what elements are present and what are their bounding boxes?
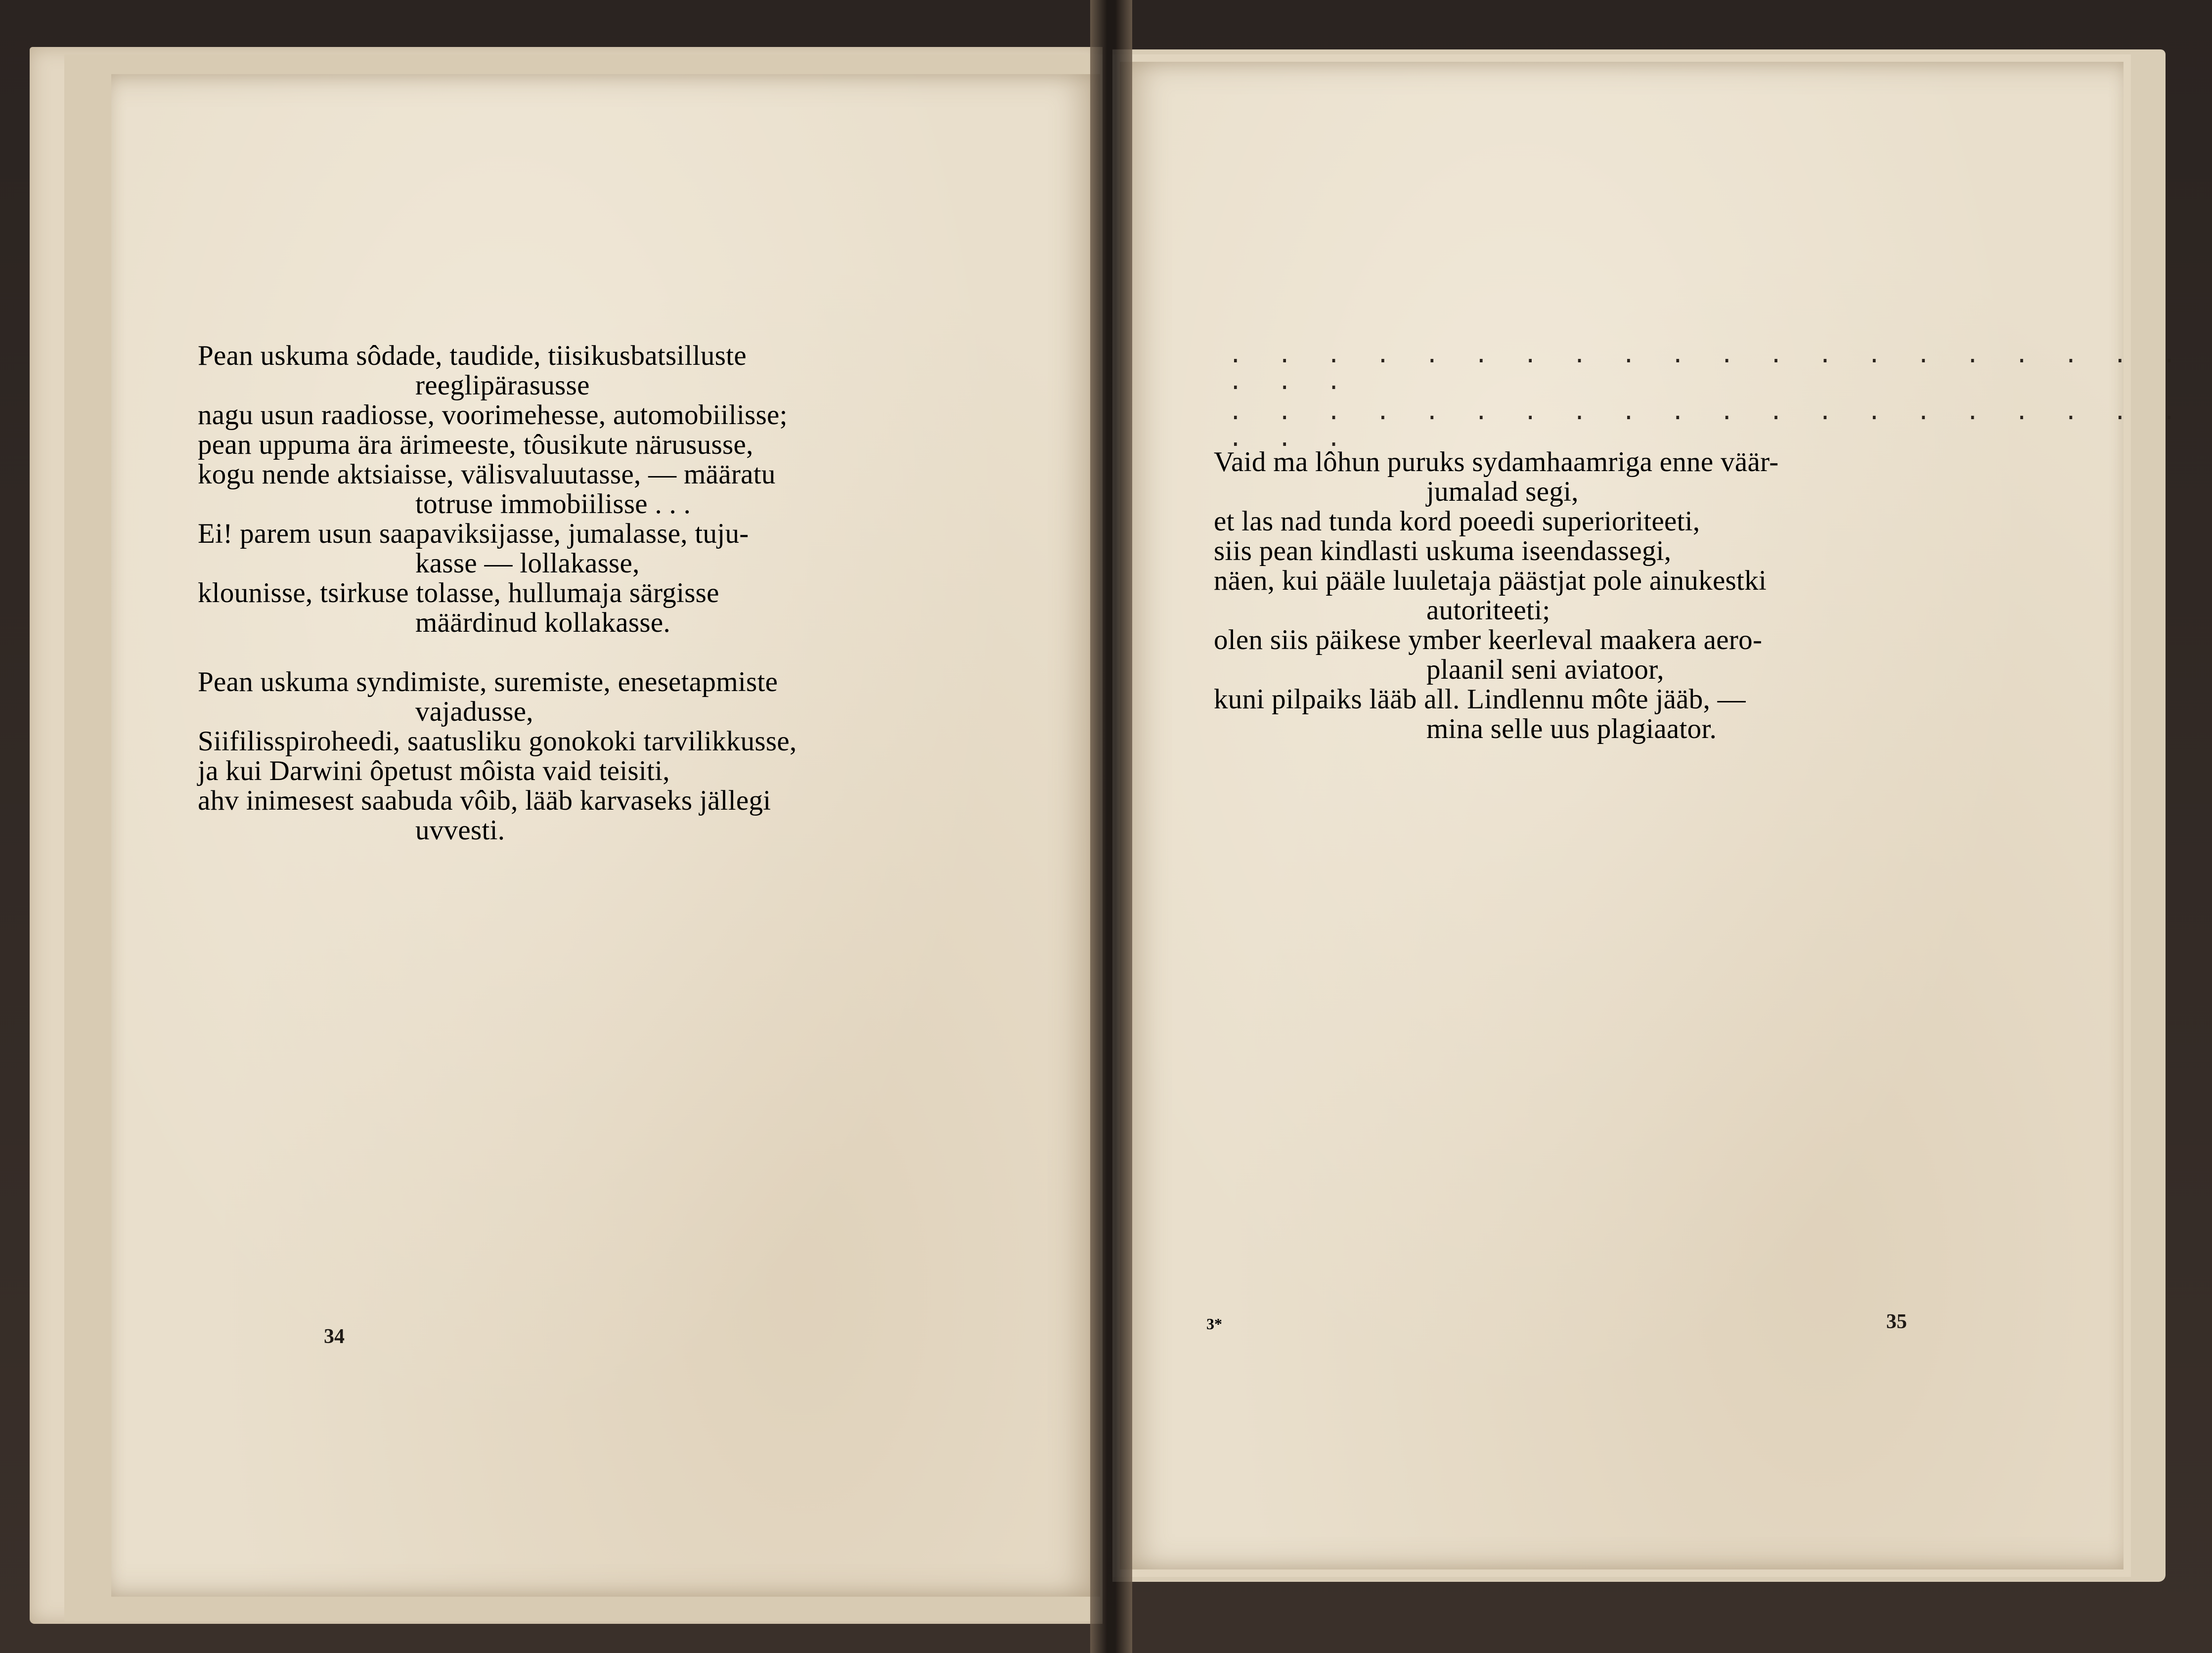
poem-line: Ei! parem usun saapaviksijasse, jumalasse, tuju- (198, 518, 749, 549)
book-gutter (1090, 0, 1132, 1653)
right-poem (1214, 447, 1779, 744)
page-number-left: 34 (324, 1325, 345, 1348)
poem-line: määrdinud kollakasse. (415, 607, 670, 638)
page-number-right: 35 (1886, 1310, 1907, 1333)
poem-line: vajadusse, (415, 696, 533, 727)
poem-line: Pean uskuma sôdade, taudide, tiisikusbatsilluste (198, 340, 747, 371)
poem-line: reeglipärasusse (415, 370, 590, 401)
right-page (1120, 62, 2124, 1569)
poem-line: Siifilisspiroheedi, saatusliku gonokoki tarvilikkusse, (198, 726, 797, 757)
ellipsis-row: . . . . . . . . . . . . . . . . . . . . . . . (1229, 398, 2187, 451)
poem-line: et las nad tunda kord poeedi superioriteeti, (1214, 506, 1700, 537)
poem-line: totruse immobiilisse . . . (415, 488, 691, 520)
poem-line: nagu usun raadiosse, voorimehesse, automobiilisse; (198, 399, 788, 431)
poem-line: pean uppuma ära ärimeeste, tôusikute närususse, (198, 429, 753, 460)
poem-line: kasse — lollakasse, (415, 548, 640, 579)
poem-line: siis pean kindlasti uskuma iseendassegi, (1214, 535, 1672, 566)
poem-line: plaanil seni aviatoor, (1426, 654, 1664, 685)
poem-line: jumalad segi, (1426, 476, 1579, 507)
poem-line: Pean uskuma syndimiste, suremiste, enesetapmiste (198, 666, 778, 697)
poem-line: kogu nende aktsiaisse, välisvaluutasse, — määratu (198, 459, 776, 490)
poem-line: uvvesti. (415, 815, 505, 846)
poem-line: ja kui Darwini ôpetust môista vaid teisiti, (198, 755, 670, 786)
poem-line: mina selle uus plagiaator. (1426, 713, 1717, 744)
stanza-break (198, 638, 797, 667)
poem-line: olen siis päikese ymber keerleval maakera aero- (1214, 624, 1763, 655)
poem-line: kuni pilpaiks lääb all. Lindlennu môte jääb, — (1214, 684, 1746, 715)
ellipsis-row: . . . . . . . . . . . . . . . . . . . . . . . (1229, 341, 2187, 394)
poem-line: näen, kui pääle luuletaja päästjat pole ainukestki (1214, 565, 1767, 596)
poem-line: ahv inimesest saabuda vôib, lääb karvaseks jällegi (198, 785, 771, 816)
poem-line: autoriteeti; (1426, 595, 1550, 626)
signature-mark: 3* (1206, 1315, 1222, 1333)
left-poem (198, 341, 797, 845)
poem-line: klounisse, tsirkuse tolasse, hullumaja särgisse (198, 577, 719, 609)
poem-line: Vaid ma lôhun puruks sydamhaamriga enne väär- (1214, 446, 1779, 478)
